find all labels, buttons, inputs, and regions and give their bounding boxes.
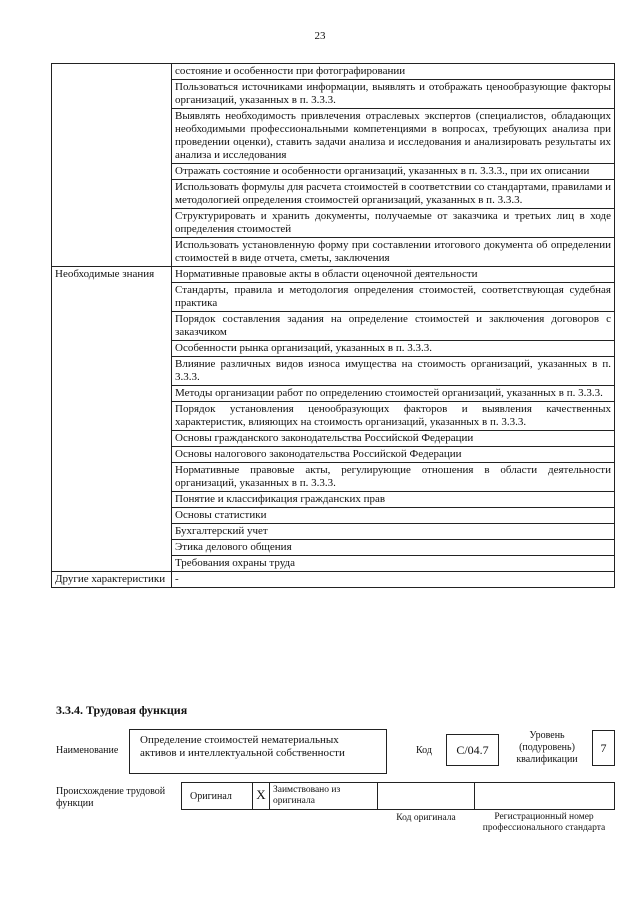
other-row <box>52 572 615 588</box>
knowledge-label: Необходимые знания <box>52 267 172 572</box>
level-label: Уровень (подуровень) квалификации <box>516 730 578 765</box>
requirement-text: Основы налогового законодательства Российской Федерации <box>172 447 615 463</box>
borrowed-label: Заимствовано из оригинала <box>273 785 341 806</box>
requirement-text: состояние и особенности при фотографировании <box>172 64 615 80</box>
code-label: Код <box>416 745 432 756</box>
code-original-label: Код оригинала <box>396 813 456 823</box>
page-number: 23 <box>314 30 326 42</box>
code-box <box>446 734 499 766</box>
requirement-text: Нормативные правовые акты в области оценочной деятельности <box>172 267 615 283</box>
requirement-text: Пользоваться источниками информации, выявлять и отображать ценообразующие факторы организаций, указанных в п. 3.3.3. <box>172 80 615 109</box>
skill-row <box>52 64 615 80</box>
requirement-text: Стандарты, правила и методология определения стоимостей, соответствующая судебная практика <box>172 283 615 312</box>
code-value: C/04.7 <box>456 743 489 757</box>
requirement-text: Нормативные правовые акты, регулирующие отношения в области деятельности организаций, указанных в п. 3.3.3. <box>172 463 615 492</box>
requirement-text: Особенности рынка организаций, указанных в п. 3.3.3. <box>172 341 615 357</box>
knowledge-row <box>52 267 615 283</box>
skills-label-cell <box>52 64 172 267</box>
origin-row-box <box>181 782 615 810</box>
level-value: 7 <box>600 741 607 755</box>
requirement-text: Выявлять необходимость привлечения отраслевых экспертов (специалистов, обладающих необходимыми профессиональными компетенциями в вопросах, требующих анализа при проведении оценки), ставить задачи анализа и исследования и анализировать результаты их анализа и исследования <box>172 109 615 164</box>
requirement-text: Этика делового общения <box>172 540 615 556</box>
reg-number-label: Регистрационный номер профессионального стандарта <box>482 812 606 833</box>
requirement-text: Структурировать и хранить документы, получаемые от заказчика и третьих лиц в ходе определения стоимостей <box>172 209 615 238</box>
requirement-text: Методы организации работ по определению стоимостей организаций, указанных в п. 3.3.3. <box>172 386 615 402</box>
level-box <box>592 730 615 766</box>
requirement-text: Основы гражданского законодательства Российской Федерации <box>172 431 615 447</box>
origin-divider <box>474 783 475 809</box>
requirement-text: Понятие и классификация гражданских прав <box>172 492 615 508</box>
requirement-text: Использовать установленную форму при составлении итогового документа об определении стоимостей в виде отчета, сметы, заключения <box>172 238 615 267</box>
origin-divider <box>377 783 378 809</box>
requirement-text: Бухгалтерский учет <box>172 524 615 540</box>
original-label: Оригинал <box>190 791 232 802</box>
other-label: Другие характеристики <box>52 572 172 588</box>
requirement-text: - <box>172 572 615 588</box>
origin-divider <box>269 783 270 809</box>
requirement-text: Порядок установления ценообразующих факторов и выявления качественных характеристик, влияющих на стоимость организаций, указанных в п. 3.3.3. <box>172 402 615 431</box>
requirement-text: Порядок составления задания на определение стоимостей и заключения договоров с заказчиком <box>172 312 615 341</box>
function-name-value: Определение стоимостей нематериальных активов и интеллектуальной собственности <box>140 734 345 759</box>
requirement-text: Требования охраны труда <box>172 556 615 572</box>
requirement-text: Использовать формулы для расчета стоимостей в соответствии со стандартами, правилами и методологией определения стоимостей организаций, указанных в п. 3.3.3. <box>172 180 615 209</box>
name-label: Наименование <box>56 745 119 756</box>
function-name-box <box>129 729 387 774</box>
requirement-text: Влияние различных видов износа имущества на стоимость организаций, указанных в п. 3.3.3. <box>172 357 615 386</box>
requirements-table <box>51 63 615 588</box>
origin-divider <box>252 783 253 809</box>
requirement-text: Основы статистики <box>172 508 615 524</box>
origin-label: Происхождение трудовой функции <box>56 786 166 809</box>
original-mark: X <box>256 787 266 802</box>
requirement-text: Отражать состояние и особенности организаций, указанных в п. 3.3.3., при их описании <box>172 164 615 180</box>
section-heading: 3.3.4. Трудовая функция <box>56 703 188 717</box>
